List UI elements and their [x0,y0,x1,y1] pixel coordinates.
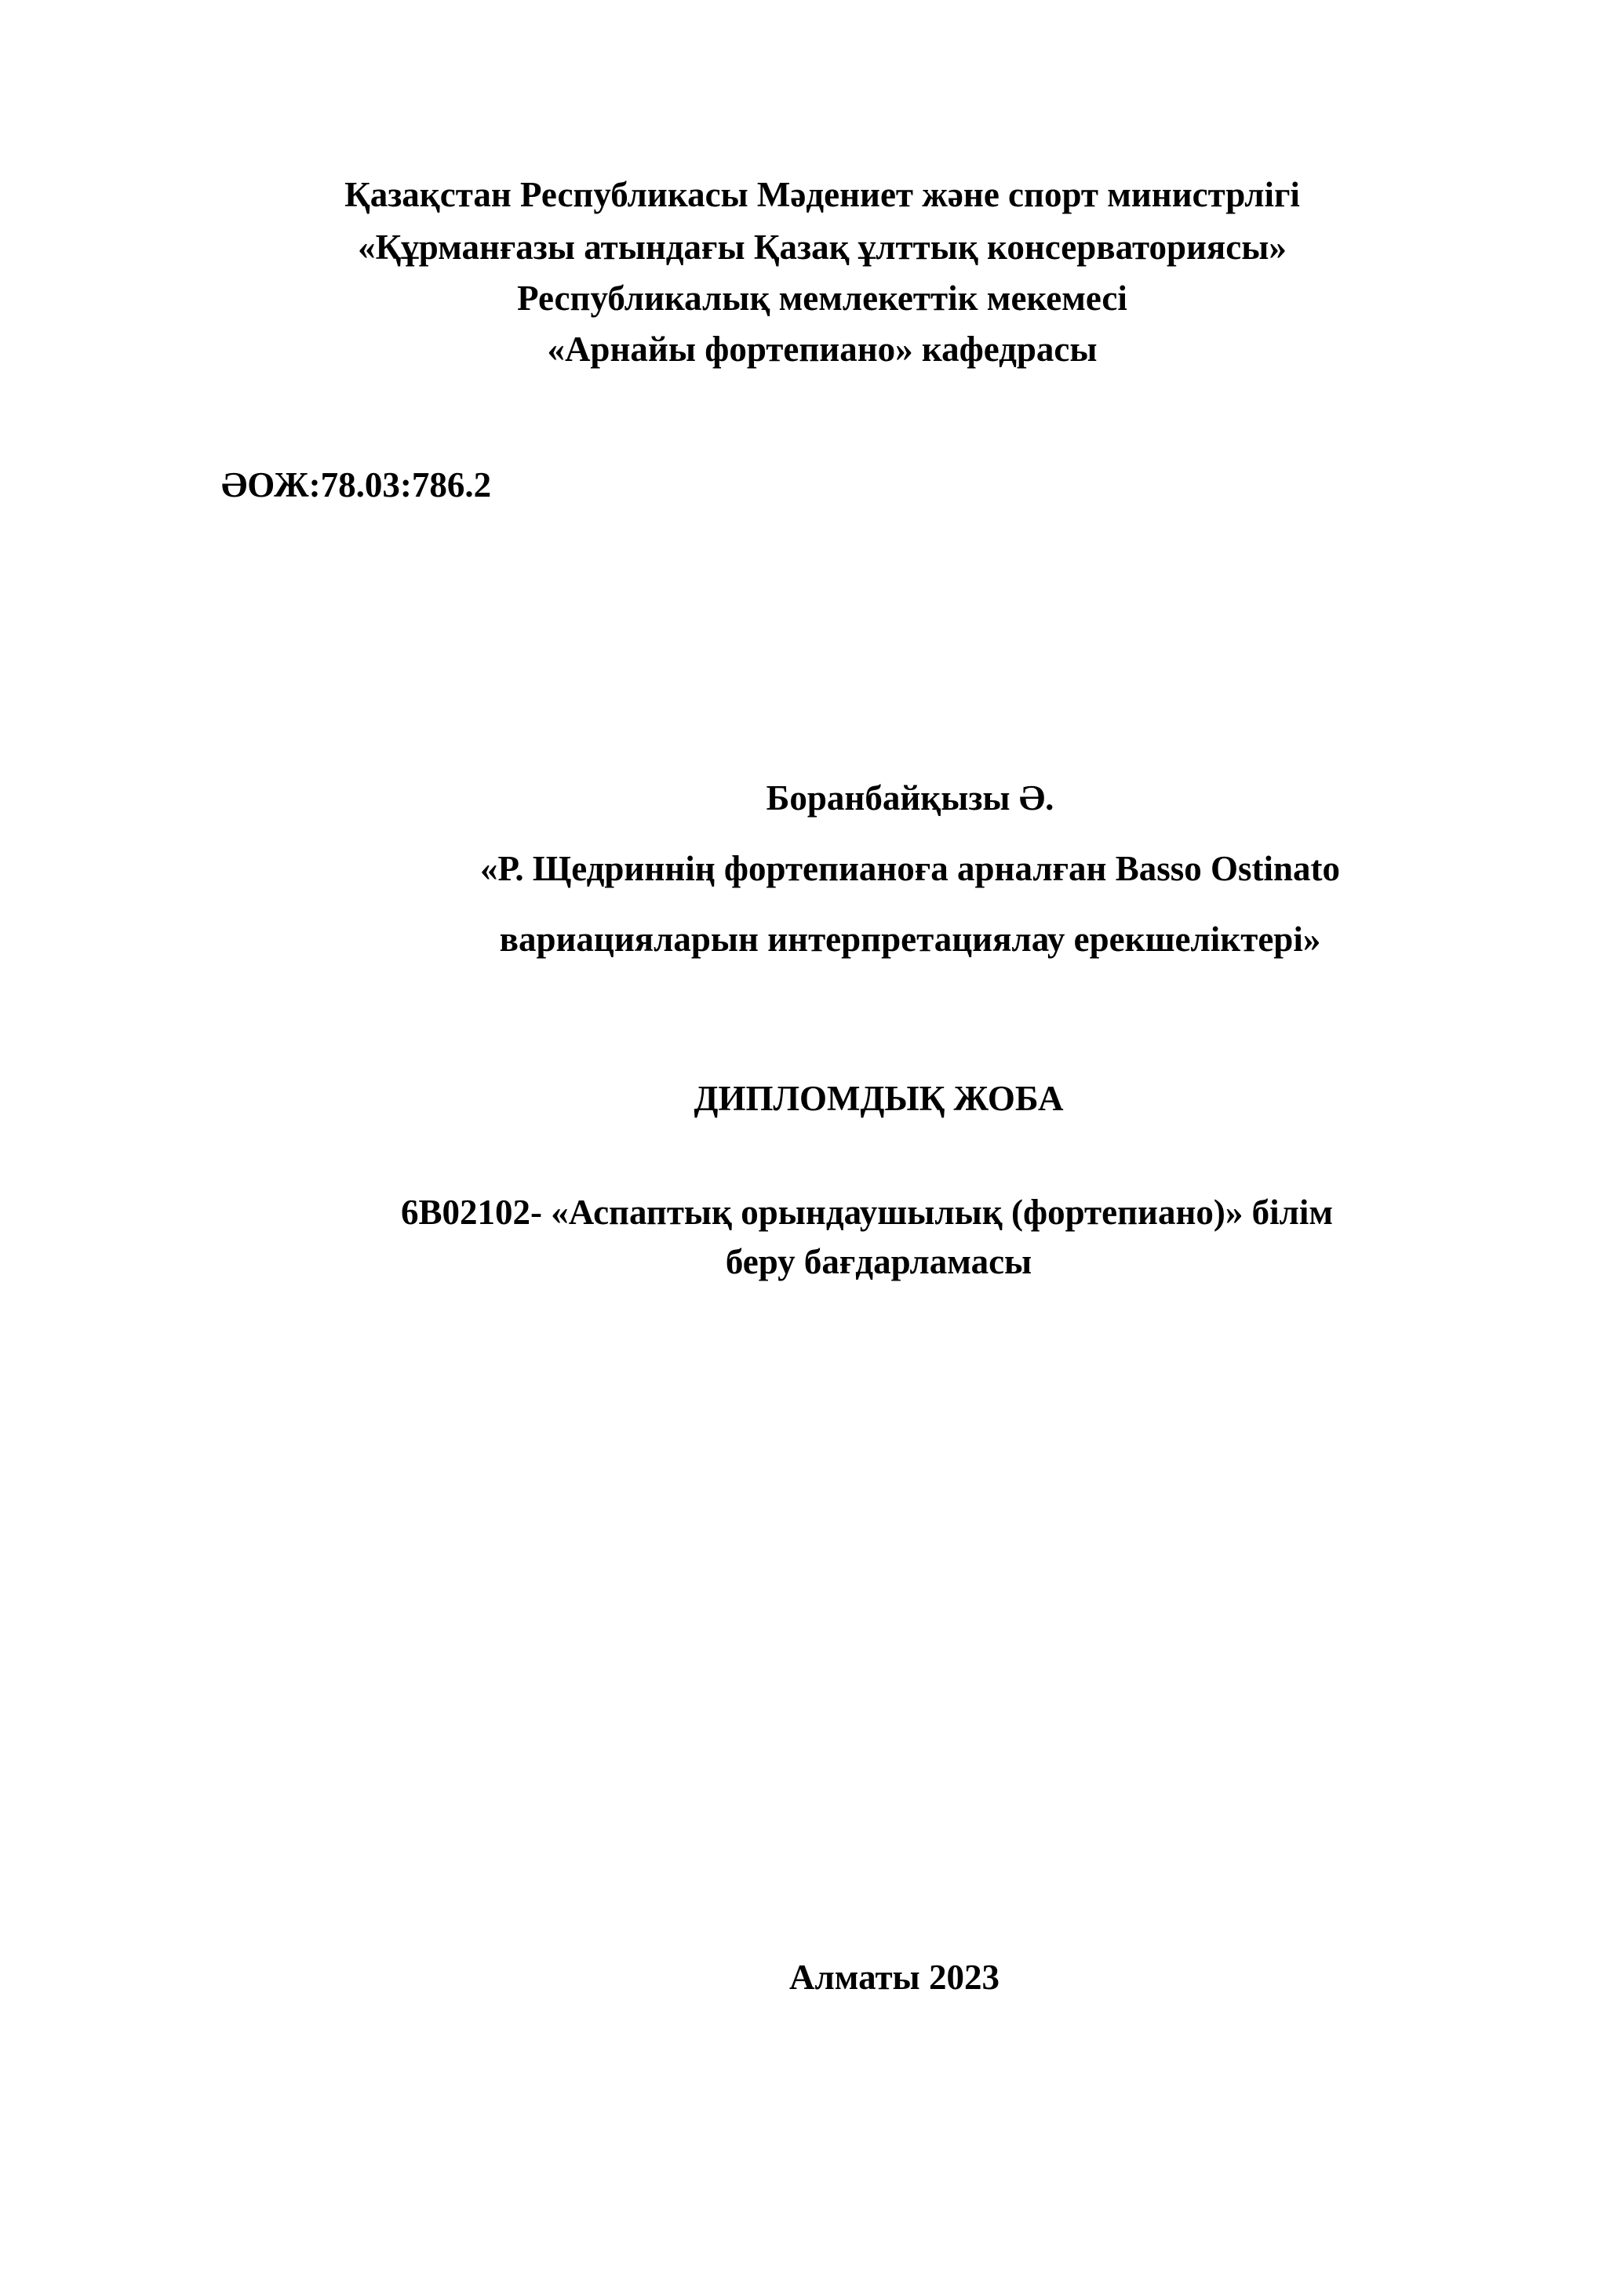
conservatory-name: «Құрманғазы атындағы Қазақ ұлттық консерваториясы» [358,228,1287,267]
program-line-1: 6В02102- «Аспаптық орындаушылық (фортепиано)» білім [400,1193,1334,1232]
udc-code: ӘОЖ:78.03:786.2 [221,465,492,505]
program-line-2: беру бағдарламасы [725,1242,1032,1281]
thesis-title-line-2: вариацияларын интерпретациялау ерекшеліктері» [499,920,1321,959]
department-name: «Арнайы фортепиано» кафедрасы [547,330,1098,369]
institution-type: Республикалық мемлекеттік мекемесі [517,279,1127,318]
city-year: Алматы 2023 [789,1958,1000,1997]
document-type: ДИПЛОМДЫҚ ЖОБА [694,1079,1064,1118]
author-name: Боранбайқызы Ә. [766,778,1054,818]
thesis-title-line-1: «Р. Щедриннің фортепианоға арналған Basso Ostinato [479,849,1341,888]
ministry-name: Қазақстан Республикасы Мәдениет және спорт министрлігі [344,175,1300,214]
